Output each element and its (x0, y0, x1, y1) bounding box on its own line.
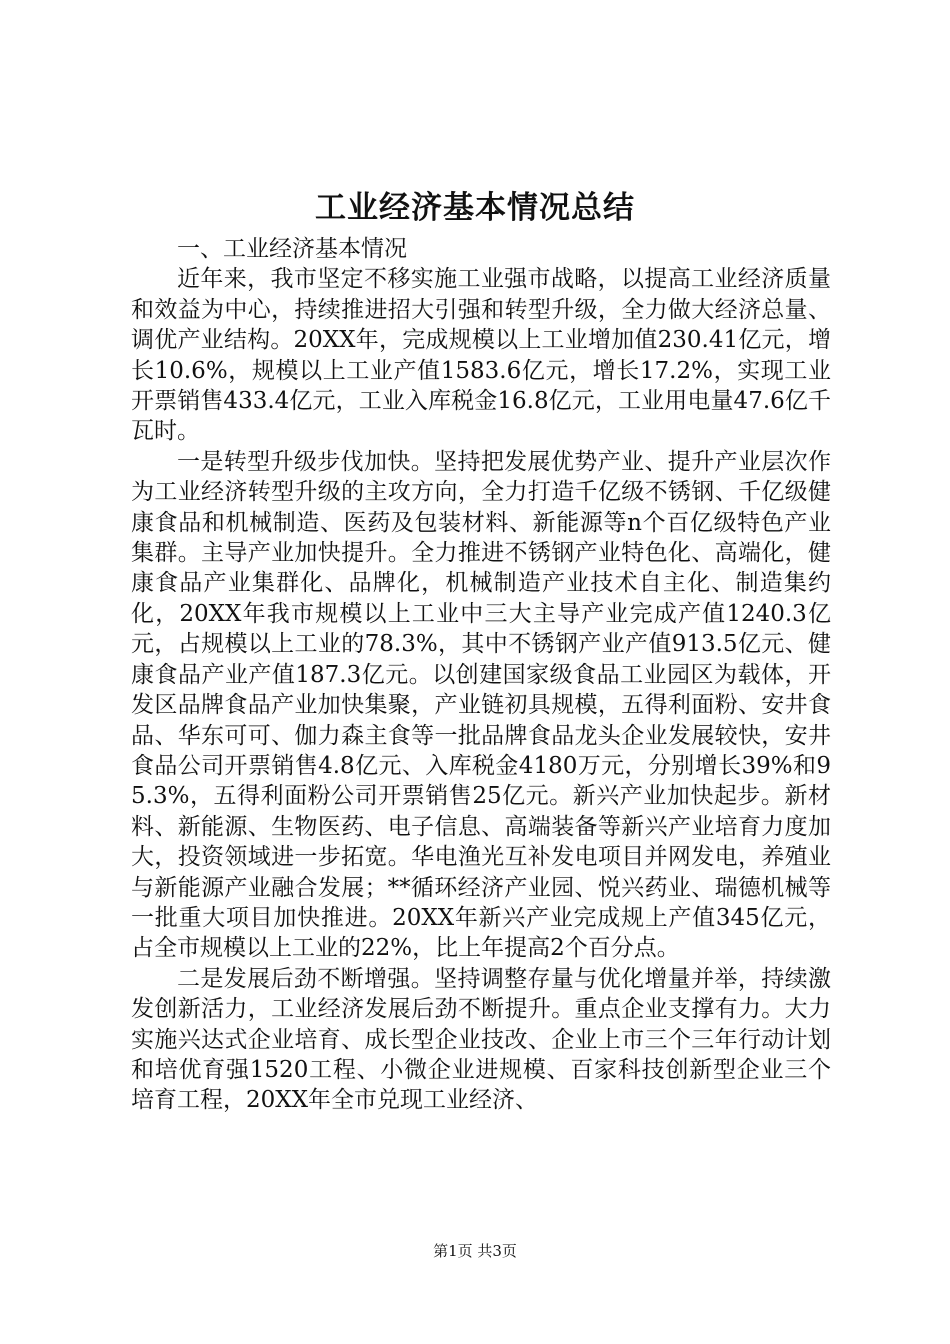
paragraph-transformation: 一是转型升级步伐加快。坚持把发展优势产业、提升产业层次作为工业经济转型升级的主攻方向，全力打造千亿级不锈钢、千亿级健康食品和机械制造、医药及包装材料、新能源等n个百亿级特色产业集群。主导产业加快提升。全力推进不锈钢产业特色化、高端化，健康食品产业集群化、品牌化，机械制造产业技术自主化、制造集约化，20XX年我市规模以上工业中三大主导产业完成产值1240.3亿元，占规模以上工业的78.3%，其中不锈钢产业产值913.5亿元、健康食品产业产值187.3亿元。以创建国家级食品工业园区为载体，开发区品牌食品产业加快集聚，产业链初具规模，五得利面粉、安井食品、华东可可、伽力森主食等一批品牌食品龙头企业发展较快，安井食品公司开票销售4.8亿元、入库税金4180万元，分别增长39%和95.3%，五得利面粉公司开票销售25亿元。新兴产业加快起步。新材料、新能源、生物医药、电子信息、高端装备等新兴产业培育力度加大，投资领域进一步拓宽。华电渔光互补发电项目并网发电，养殖业与新能源产业融合发展；**循环经济产业园、悦兴药业、瑞德机械等一批重大项目加快推进。20XX年新兴产业完成规上产值345亿元，占全市规模以上工业的22%，比上年提高2个百分点。 (131, 448, 831, 962)
paragraph-overview: 近年来，我市坚定不移实施工业强市战略，以提高工业经济质量和效益为中心，持续推进招大引强和转型升级，全力做大经济总量、调优产业结构。20XX年，完成规模以上工业增加值230.41亿元，增长10.6%，规模以上工业产值1583.6亿元，增长17.2%，实现工业开票销售433.4亿元，工业入库税金16.8亿元，工业用电量47.6亿千瓦时。 (131, 266, 831, 445)
page-footer: 第1页 共3页 (433, 1242, 517, 1260)
paragraph-momentum: 二是发展后劲不断增强。坚持调整存量与优化增量并举，持续激发创新活力，工业经济发展后劲不断提升。重点企业支撑有力。大力实施兴达式企业培育、成长型企业技改、企业上市三个三年行动计划和培优育强1520工程、小微企业进规模、百家科技创新型企业三个培育工程，20XX年全市兑现工业经济、 (131, 965, 831, 1114)
document-title: 工业经济基本情况总结 (315, 190, 635, 226)
section-heading: 一、工业经济基本情况 (177, 236, 407, 262)
document-body (131, 234, 831, 1116)
